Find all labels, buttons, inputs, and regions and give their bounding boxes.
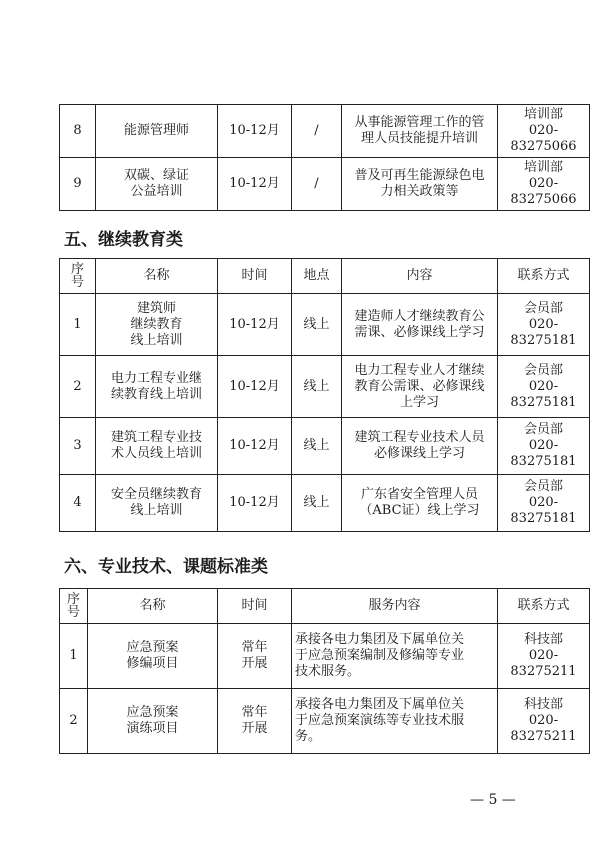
cell-no: 9	[60, 158, 96, 211]
header-content: 服务内容	[292, 589, 498, 624]
cell-place: /	[292, 105, 342, 158]
cell-contact: 会员部 020-83275181	[498, 475, 590, 532]
cell-place: 线上	[292, 294, 342, 356]
cell-no: 1	[60, 294, 96, 356]
cell-place: 线上	[292, 475, 342, 532]
header-contact: 联系方式	[498, 589, 590, 624]
cell-time: 10-12月	[218, 158, 292, 211]
cell-no: 8	[60, 105, 96, 158]
header-time: 时间	[218, 589, 292, 624]
cell-contact: 会员部 020-83275181	[498, 418, 590, 475]
cell-place: /	[292, 158, 342, 211]
cell-time: 10-12月	[218, 105, 292, 158]
cell-time: 10-12月	[218, 356, 292, 418]
header-name: 名称	[96, 259, 218, 294]
table-row	[60, 158, 590, 211]
header-no: 序 号	[60, 259, 96, 294]
table-row	[60, 294, 590, 356]
table-row	[60, 624, 590, 689]
cell-name: 能源管理师	[96, 105, 218, 158]
cell-no: 1	[60, 624, 88, 689]
table-header-row	[60, 259, 590, 294]
cell-content: 电力工程专业人才继续 教育公需课、必修课线 上学习	[342, 356, 498, 418]
cell-content: 广东省安全管理人员 （ABC证）线上学习	[342, 475, 498, 532]
continuing-education-table	[59, 258, 590, 532]
cell-contact: 会员部 020-83275181	[498, 294, 590, 356]
header-place: 地点	[292, 259, 342, 294]
cell-contact: 会员部 020-83275181	[498, 356, 590, 418]
cell-content: 承接各电力集团及下属单位关 于应急预案编制及修编等专业 技术服务。	[292, 624, 498, 689]
section-heading-continuing-education: 五、继续教育类	[64, 230, 183, 250]
table-row	[60, 475, 590, 532]
cell-content: 建造师人才继续教育公 需课、必修课线上学习	[342, 294, 498, 356]
cell-contact: 培训部 020-83275066	[498, 158, 590, 211]
cell-no: 2	[60, 689, 88, 754]
header-no: 序 号	[60, 589, 88, 624]
cell-name: 应急预案 演练项目	[88, 689, 218, 754]
cell-time: 10-12月	[218, 418, 292, 475]
cell-no: 3	[60, 418, 96, 475]
page-number: — 5 —	[470, 792, 516, 808]
cell-name: 建筑师 继续教育 线上培训	[96, 294, 218, 356]
cell-name: 电力工程专业继 续教育线上培训	[96, 356, 218, 418]
cell-time: 10-12月	[218, 475, 292, 532]
cell-contact: 培训部 020-83275066	[498, 105, 590, 158]
header-content: 内容	[342, 259, 498, 294]
training-table-continued	[59, 104, 590, 211]
cell-time: 10-12月	[218, 294, 292, 356]
cell-time: 常年 开展	[218, 624, 292, 689]
cell-name: 双碳、绿证 公益培训	[96, 158, 218, 211]
cell-time: 常年 开展	[218, 689, 292, 754]
header-contact: 联系方式	[498, 259, 590, 294]
table-row	[60, 418, 590, 475]
cell-name: 应急预案 修编项目	[88, 624, 218, 689]
cell-contact: 科技部 020-83275211	[498, 624, 590, 689]
table-row	[60, 105, 590, 158]
cell-contact: 科技部 020-83275211	[498, 689, 590, 754]
table-row	[60, 356, 590, 418]
cell-name: 建筑工程专业技 术人员线上培训	[96, 418, 218, 475]
header-time: 时间	[218, 259, 292, 294]
cell-place: 线上	[292, 356, 342, 418]
cell-content: 从事能源管理工作的管 理人员技能提升培训	[342, 105, 498, 158]
cell-content: 承接各电力集团及下属单位关 于应急预案演练等专业技术服 务。	[292, 689, 498, 754]
header-name: 名称	[88, 589, 218, 624]
technical-services-table	[59, 588, 590, 754]
cell-name: 安全员继续教育 线上培训	[96, 475, 218, 532]
cell-place: 线上	[292, 418, 342, 475]
table-header-row	[60, 589, 590, 624]
table-row	[60, 689, 590, 754]
section-heading-technical-standards: 六、专业技术、课题标准类	[64, 557, 268, 577]
cell-content: 普及可再生能源绿色电 力相关政策等	[342, 158, 498, 211]
cell-content: 建筑工程专业技术人员 必修课线上学习	[342, 418, 498, 475]
cell-no: 2	[60, 356, 96, 418]
cell-no: 4	[60, 475, 96, 532]
